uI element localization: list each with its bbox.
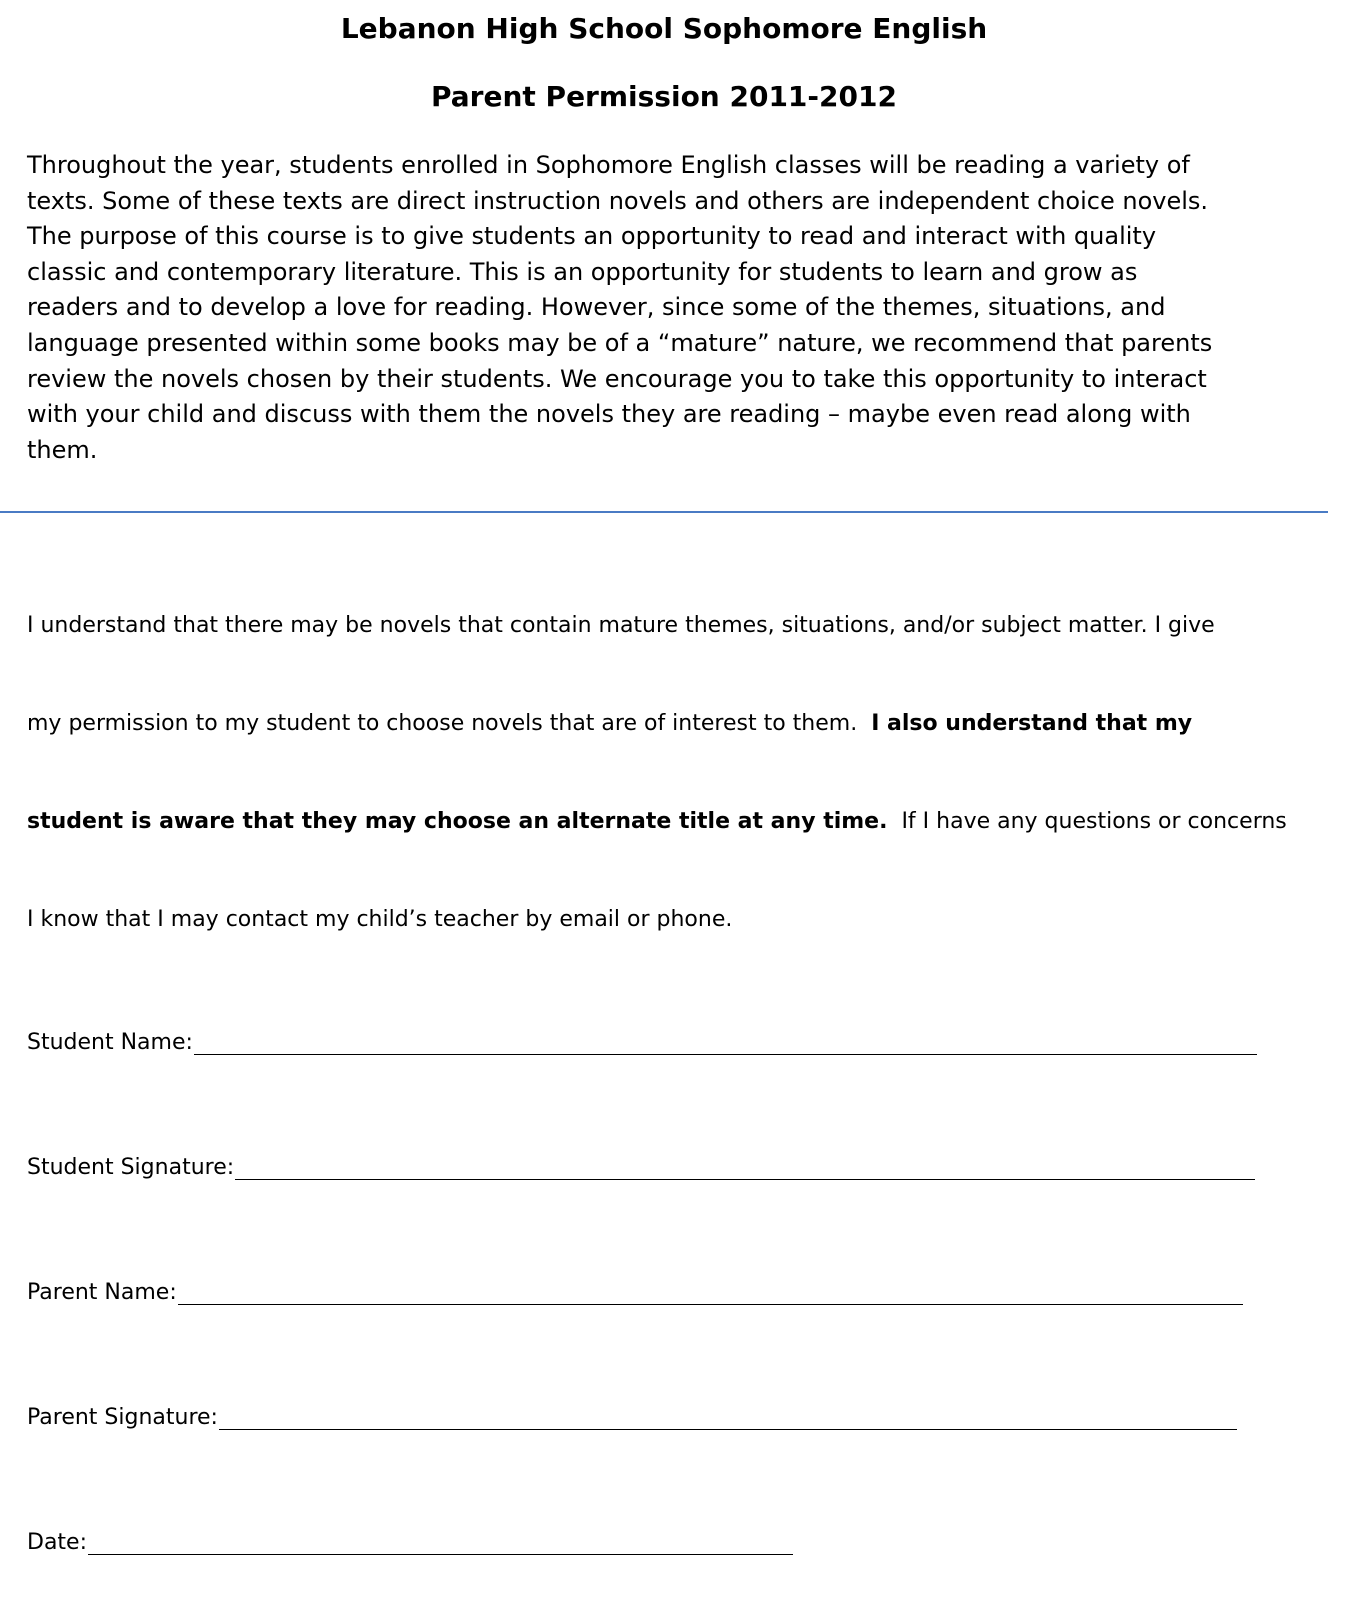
agreement-line: I know that I may contact my child’s teacher by email or phone. (27, 907, 733, 932)
agreement-line (27, 675, 1287, 773)
agreement-text: If I have any questions or concerns (887, 809, 1287, 834)
parent-name-input-line[interactable] (178, 1284, 1243, 1305)
intro-line: readers and to develop a love for reading. However, since some of the themes, situations, and (27, 293, 1166, 322)
agreement-paragraph (27, 577, 1287, 969)
intro-line: with your child and discuss with them the novels they are reading – maybe even read along with (27, 400, 1191, 429)
parent-signature-field (27, 1405, 1237, 1430)
document-title: Lebanon High School Sophomore English (340, 12, 988, 45)
agreement-line: I understand that there may be novels that contain mature themes, situations, and/or subject matter. I give (27, 613, 1215, 638)
intro-paragraph (27, 148, 1212, 468)
intro-line: Throughout the year, students enrolled in Sophomore English classes will be reading a variety of (27, 151, 1190, 179)
student-signature-label: Student Signature: (27, 1155, 235, 1180)
intro-line: review the novels chosen by their students. We encourage you to take this opportunity to interact (27, 364, 1207, 393)
parent-signature-input-line[interactable] (219, 1409, 1237, 1430)
agreement-line (27, 773, 1287, 871)
student-name-field (27, 1030, 1257, 1055)
parent-signature-label: Parent Signature: (27, 1405, 218, 1430)
student-signature-input-line[interactable] (235, 1159, 1255, 1180)
date-field (27, 1530, 793, 1555)
intro-line: language presented within some books may be of a “mature” nature, we recommend that parents (27, 328, 1213, 357)
intro-line: them. (27, 435, 98, 464)
student-signature-field (27, 1155, 1255, 1180)
agreement-bold-text: I also understand that my (871, 711, 1193, 736)
date-input-line[interactable] (88, 1534, 793, 1555)
intro-line: texts. Some of these texts are direct instruction novels and others are independent choice novels. (27, 186, 1209, 215)
date-label: Date: (27, 1530, 87, 1555)
student-name-label: Student Name: (27, 1030, 193, 1055)
document-subtitle: Parent Permission 2011-2012 (431, 80, 897, 113)
section-divider (0, 511, 1328, 513)
agreement-text: my permission to my student to choose novels that are of interest to them. (27, 711, 872, 736)
intro-line: classic and contemporary literature. This is an opportunity for students to learn and grow as (27, 257, 1138, 286)
student-name-input-line[interactable] (194, 1034, 1257, 1055)
parent-name-label: Parent Name: (27, 1280, 177, 1305)
intro-line: The purpose of this course is to give students an opportunity to read and interact with quality (27, 222, 1157, 251)
agreement-bold-text: student is aware that they may choose an alternate title at any time. (27, 809, 888, 834)
parent-name-field (27, 1280, 1243, 1305)
